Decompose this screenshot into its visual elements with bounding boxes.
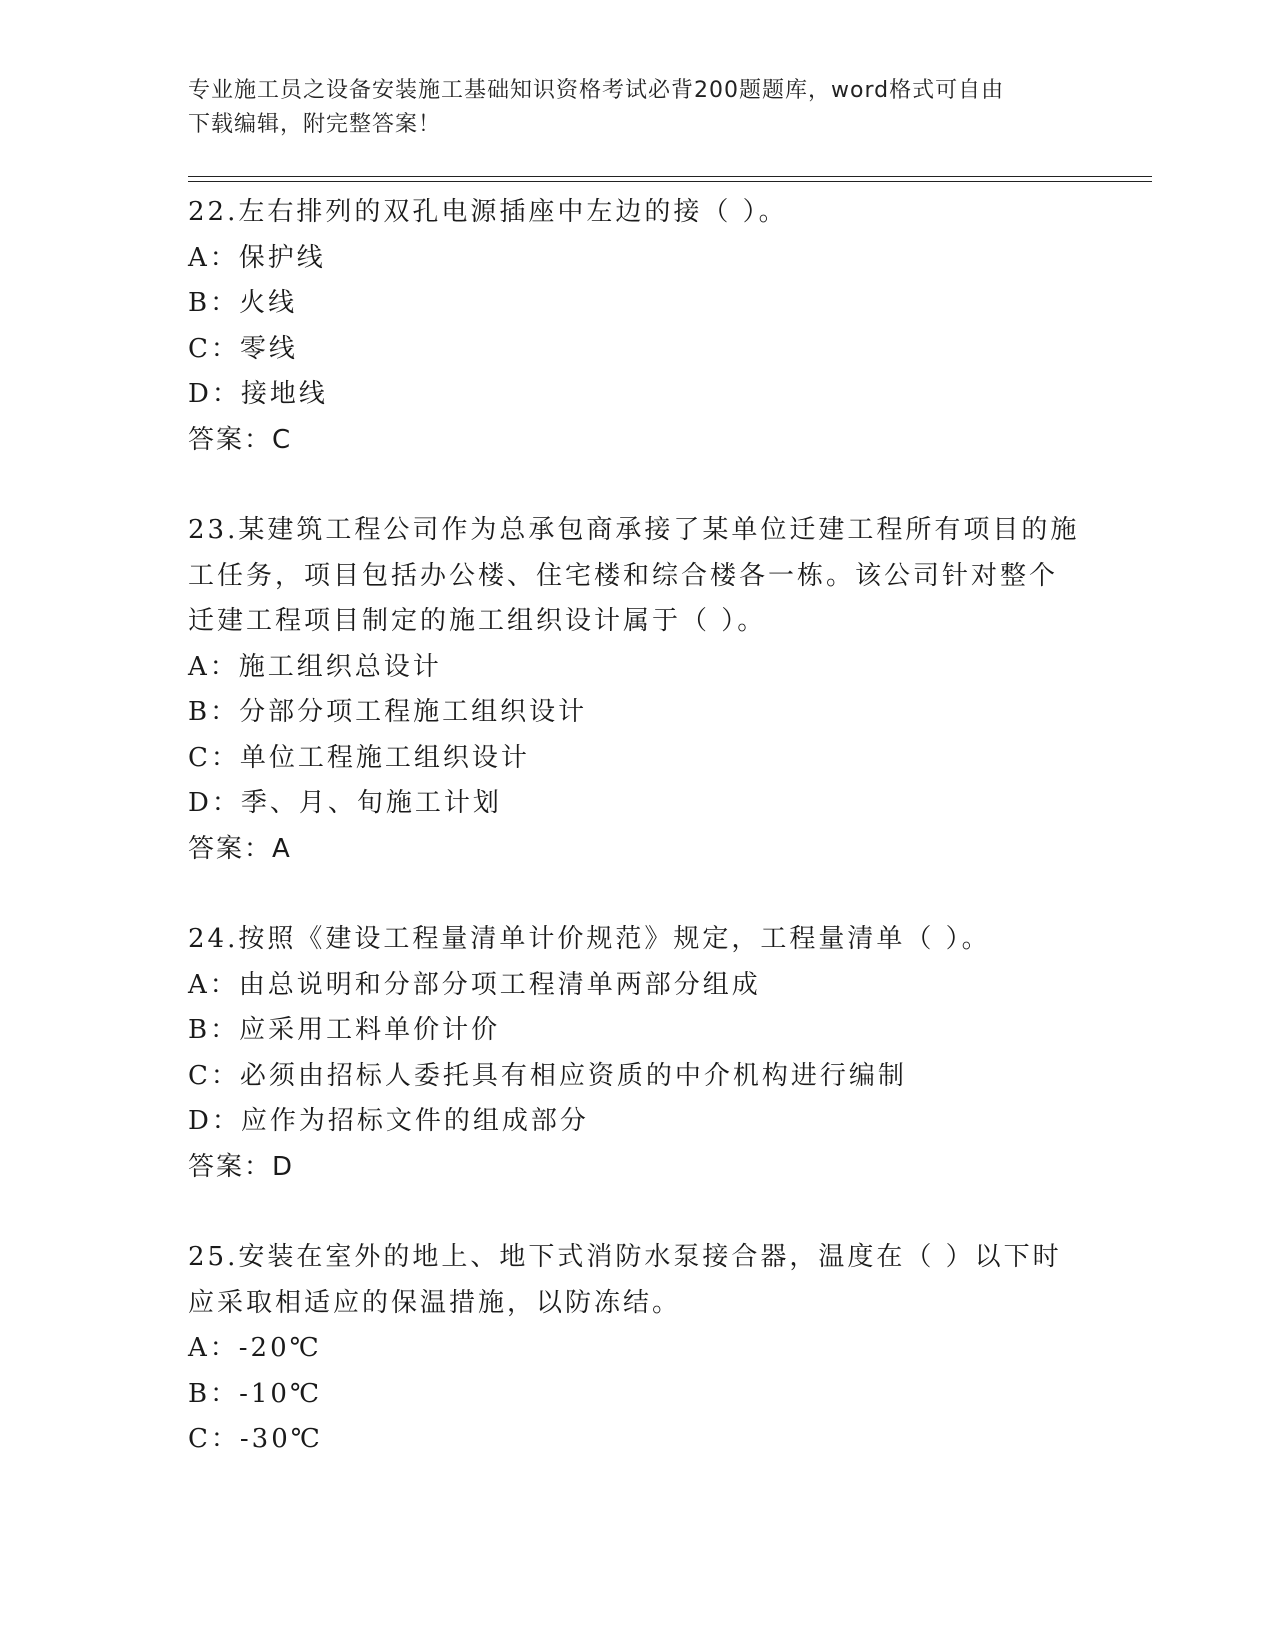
option-b: B：分部分项工程施工组织设计 [188, 697, 588, 727]
option-b: B：应采用工料单价计价 [188, 1015, 501, 1045]
answer: 答案：C [188, 424, 293, 455]
question-23 [188, 508, 1088, 872]
header-line-1: 专业施工员之设备安装施工基础知识资格考试必背200题题库，word格式可自由 [188, 78, 1005, 103]
option-a: A：-20℃ [188, 1333, 322, 1363]
option-a: A：由总说明和分部分项工程清单两部分组成 [188, 969, 761, 1000]
header-rule-bottom [188, 181, 1152, 182]
option-d: D：接地线 [188, 379, 328, 409]
header-line-2: 下载编辑，附完整答案！ [188, 112, 442, 137]
option-c: C：零线 [188, 333, 298, 364]
header-rule-top [188, 176, 1152, 177]
question-25 [188, 1235, 1088, 1463]
question-22 [188, 190, 1088, 463]
question-stem: 应采取相适应的保温措施，以防冻结。 [188, 1287, 682, 1318]
option-b: B：火线 [188, 288, 298, 318]
option-a: A：保护线 [188, 242, 326, 273]
option-c: C：单位工程施工组织设计 [188, 742, 530, 773]
question-stem: 25.安装在室外的地上、地下式消防水泵接合器，温度在（ ）以下时 [188, 1242, 1062, 1272]
option-b: B：-10℃ [188, 1378, 323, 1409]
question-24 [188, 917, 1088, 1190]
option-d: D：应作为招标文件的组成部分 [188, 1106, 589, 1136]
answer: 答案：A [188, 833, 292, 864]
option-c: C：-30℃ [188, 1424, 323, 1454]
answer: 答案：D [188, 1151, 295, 1182]
question-stem: 22.左右排列的双孔电源插座中左边的接（ ）。 [188, 197, 788, 227]
question-stem: 23.某建筑工程公司作为总承包商承接了某单位迁建工程所有项目的施 [188, 515, 1080, 545]
question-stem: 工任务，项目包括办公楼、住宅楼和综合楼各一栋。该公司针对整个 [188, 560, 1059, 591]
option-d: D：季、月、旬施工计划 [188, 788, 502, 818]
option-c: C：必须由招标人委托具有相应资质的中介机构进行编制 [188, 1060, 907, 1091]
option-a: A：施工组织总设计 [188, 651, 442, 682]
question-stem: 迁建工程项目制定的施工组织设计属于（ ）。 [188, 606, 767, 636]
question-list [188, 190, 1088, 1463]
document-header [188, 74, 1068, 142]
question-stem: 24.按照《建设工程量清单计价规范》规定，工程量清单（ ）。 [188, 924, 991, 954]
